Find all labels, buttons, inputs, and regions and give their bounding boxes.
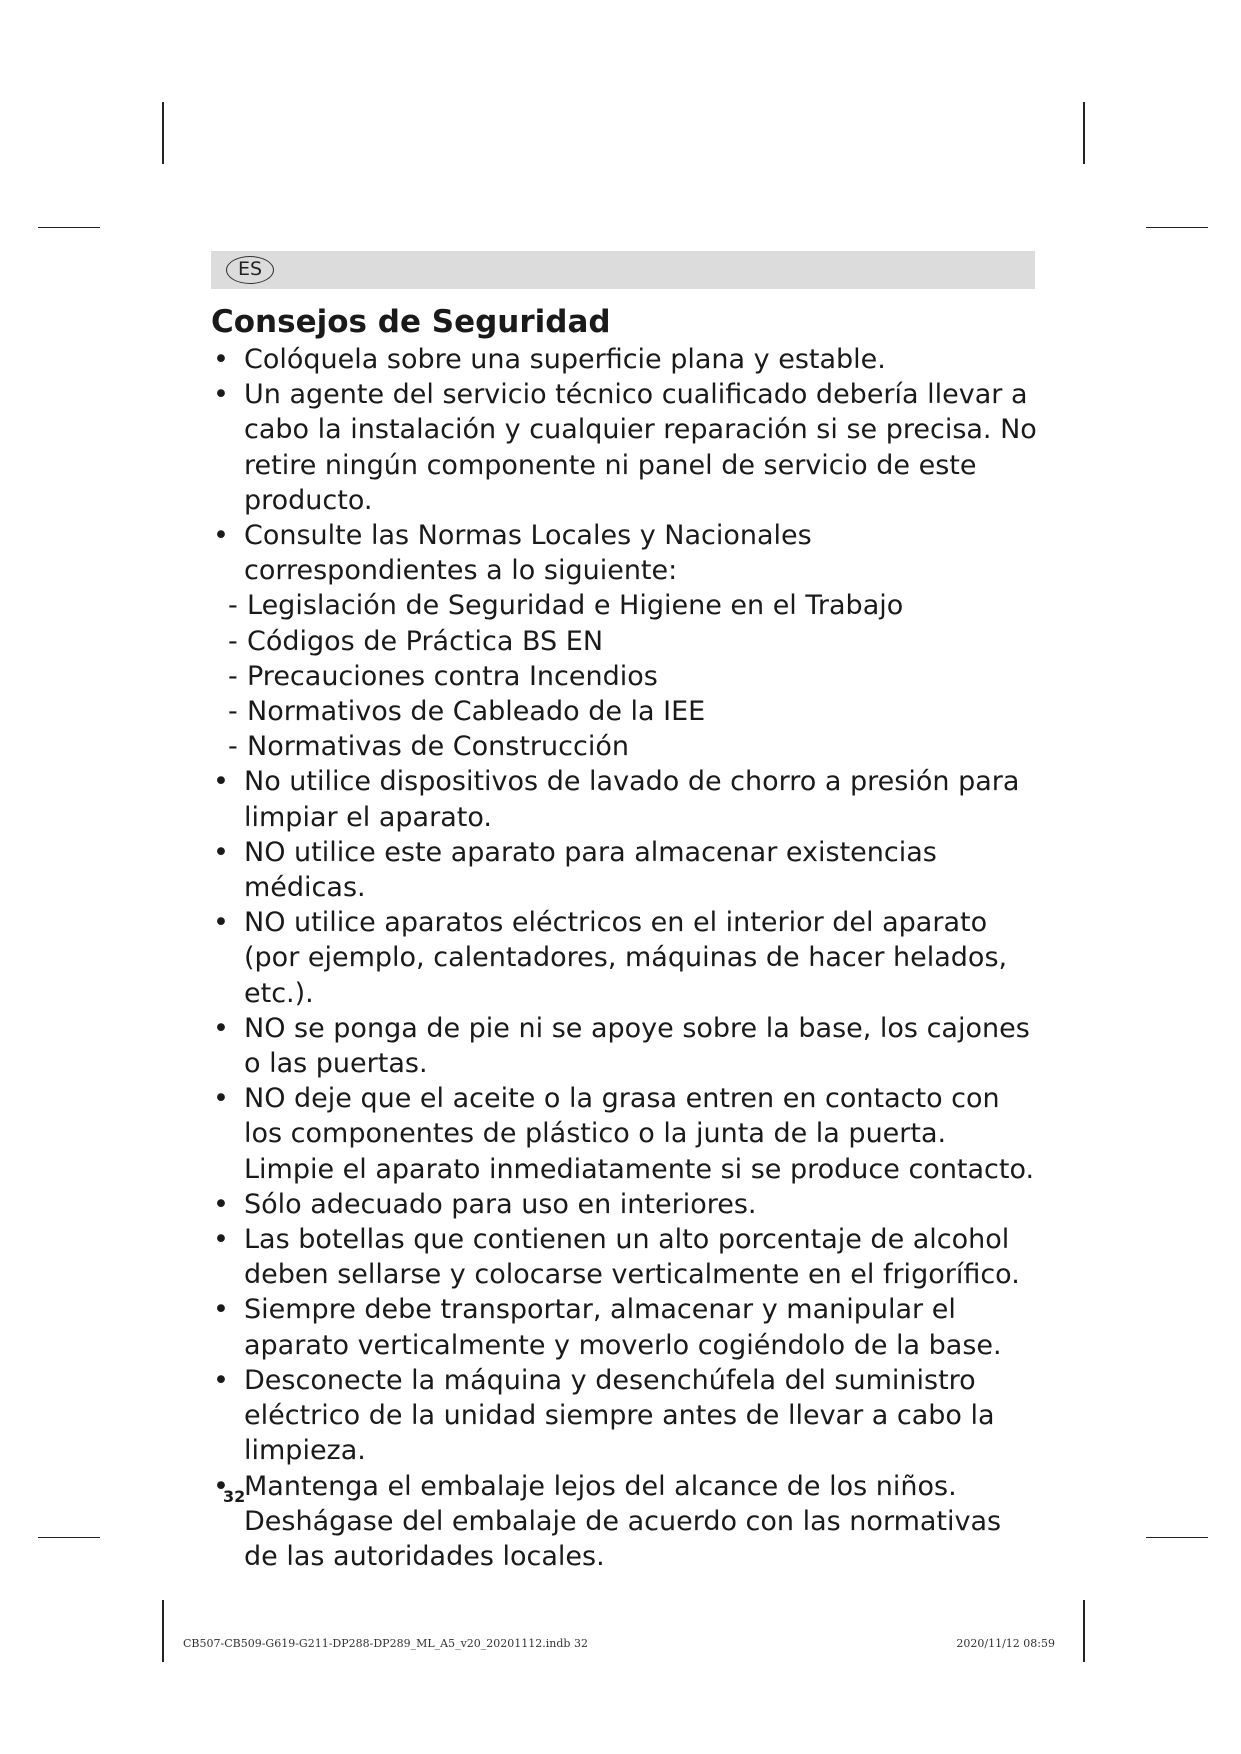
list-item: • NO deje que el aceite o la grasa entren en contacto con los componentes de plástico o la junta de la puerta. Limpie el aparato inmediatamente si se produce contacto.	[213, 1083, 1035, 1185]
footer-date: 2020/11/12 08:59	[956, 1637, 1055, 1650]
sub-list-item: - Precauciones contra Incendios	[211, 659, 1041, 694]
bullet-icon: •	[213, 766, 229, 798]
sub-list-item: - Normativas de Construcción	[211, 729, 1041, 764]
list-item: • Desconecte la máquina y desenchúfela del suministro eléctrico de la unidad siempre antes de llevar a cabo la limpieza.	[213, 1364, 995, 1467]
bullet-icon: •	[213, 344, 229, 375]
section-title: Consejos de Seguridad	[211, 304, 611, 340]
bullet-icon: •	[213, 1294, 229, 1326]
sub-list-item: - Normativos de Cableado de la IEE	[211, 694, 1041, 729]
crop-mark-top-left	[162, 102, 164, 164]
bullet-icon: •	[213, 1470, 229, 1502]
crop-mark-left-upper	[38, 227, 100, 228]
list-item: • Las botellas que contienen un alto porcentaje de alcohol deben sellarse y colocarse verticalmente en el frigorífico.	[213, 1224, 1020, 1291]
crop-mark-left-lower	[38, 1537, 100, 1538]
bullet-icon: •	[213, 379, 229, 411]
dash-icon: -	[228, 625, 238, 657]
bullet-icon: •	[213, 836, 229, 868]
dash-icon: -	[228, 731, 238, 763]
language-bar	[211, 251, 1035, 289]
dash-icon: -	[228, 660, 238, 692]
list-item: • Siempre debe transportar, almacenar y manipular el aparato verticalmente y moverlo cogiéndolo de la base.	[213, 1294, 1002, 1361]
dash-icon: -	[228, 696, 238, 728]
bullet-icon: •	[213, 1012, 229, 1044]
list-item: • No utilice dispositivos de lavado de chorro a presión para limpiar el aparato.	[213, 766, 1020, 833]
crop-mark-bottom-left	[162, 1600, 164, 1662]
crop-mark-right-lower	[1146, 1537, 1208, 1538]
bullet-icon: •	[213, 1364, 229, 1396]
crop-mark-right-upper	[1146, 227, 1208, 228]
list-item: • Sólo adecuado para uso en interiores.	[211, 1187, 1041, 1222]
bullet-icon: •	[213, 520, 229, 552]
list-item: • Un agente del servicio técnico cualificado debería llevar a cabo la instalación y cualquier reparación si se precisa. No retire ningún componente ni panel de servicio de este producto.	[213, 379, 1037, 516]
list-item: • NO utilice aparatos eléctricos en el interior del aparato (por ejemplo, calentadores, máquinas de hacer helados, etc.).	[213, 907, 1008, 1009]
crop-mark-top-right	[1083, 102, 1085, 164]
bullet-icon: •	[213, 1188, 229, 1220]
bullet-icon: •	[213, 1083, 229, 1115]
bullet-icon: •	[213, 907, 229, 939]
crop-mark-bottom-right	[1083, 1600, 1085, 1662]
list-item: • Colóquela sobre una superficie plana y estable.	[211, 342, 1041, 377]
bullet-icon: •	[213, 1224, 229, 1256]
list-item: • Mantenga el embalaje lejos del alcance de los niños. Deshágase del embalaje de acuerdo con las normativas de las autoridades locales.	[213, 1470, 1002, 1572]
footer-file-info: CB507-CB509-G619-G211-DP288-DP289_ML_A5_v20_20201112.indb 32	[183, 1637, 588, 1650]
dash-icon: -	[228, 590, 238, 622]
list-item: • NO se ponga de pie ni se apoye sobre la base, los cajones o las puertas.	[213, 1012, 1030, 1080]
safety-list	[211, 342, 1041, 1574]
sub-list-item: - Legislación de Seguridad e Higiene en el Trabajo	[211, 588, 1041, 623]
language-badge: ES	[226, 256, 274, 284]
page-number: 32	[223, 1487, 246, 1506]
list-item: • NO utilice este aparato para almacenar existencias médicas.	[213, 836, 937, 904]
sub-list-item: - Códigos de Práctica BS EN	[211, 624, 1041, 659]
list-item: • Consulte las Normas Locales y Nacionales correspondientes a lo siguiente:	[213, 520, 812, 587]
